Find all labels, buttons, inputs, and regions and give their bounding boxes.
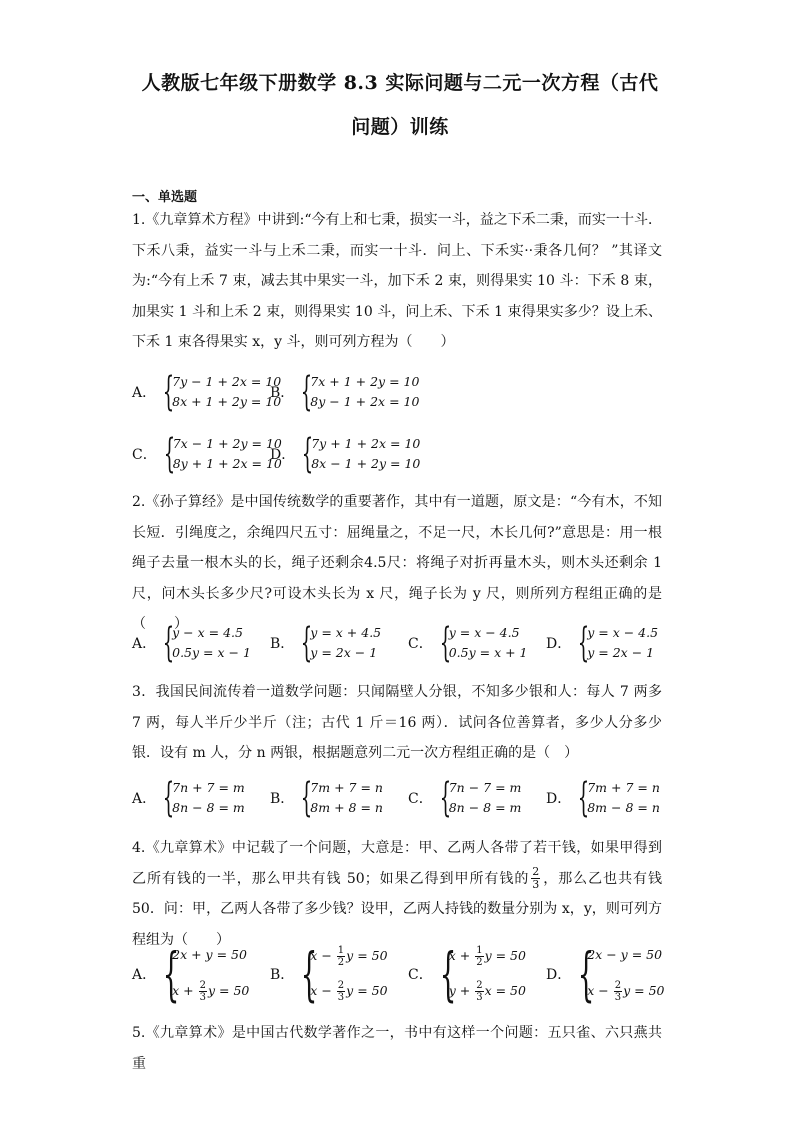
fraction-numerator: 2 <box>476 980 483 991</box>
option-label: C． <box>132 447 157 463</box>
equation: 7n + 7 = m <box>172 780 245 795</box>
question-3-option-d[interactable] <box>546 776 660 820</box>
question-2-option-b[interactable] <box>270 621 381 665</box>
equation: 8x + 1 + 2y = 10 <box>172 394 282 409</box>
option-label: B． <box>270 636 295 652</box>
document-title-line-2: 问题）训练 <box>351 116 449 138</box>
option-label: C． <box>408 967 433 983</box>
brace-icon: { <box>577 620 590 666</box>
brace-icon: { <box>577 775 590 821</box>
equation: 0.5y = x + 1 <box>448 645 528 660</box>
option-label: A． <box>132 967 157 983</box>
brace-icon: { <box>439 775 451 821</box>
fraction <box>475 945 483 968</box>
equation-part: y = 50 <box>346 948 388 963</box>
brace-icon: { <box>162 620 175 666</box>
section-heading: 一、单选题 <box>132 190 198 205</box>
fraction <box>475 980 483 1003</box>
equation-part: x + <box>172 983 198 998</box>
brace-icon: { <box>162 940 180 1008</box>
fraction-numerator: 1 <box>476 945 483 956</box>
brace-icon: { <box>301 940 318 1008</box>
question-4-option-d[interactable] <box>546 940 665 1008</box>
fraction-numerator: 2 <box>337 980 345 991</box>
question-4-option-b[interactable] <box>270 940 388 1008</box>
option-label: D． <box>546 967 572 983</box>
brace-icon: { <box>577 940 595 1008</box>
equation <box>449 980 526 1003</box>
equation-part: y = 50 <box>207 983 250 998</box>
question-2-option-a[interactable] <box>132 621 251 665</box>
question-1-text: 1.《九章算术方程》中讲到:“今有上和七秉，损实一斗，益之下禾二秉，而实一十斗．下禾八秉，益实一斗与上禾二秉，而实一十斗．问上、下禾实··秉各几何？ ”其译文为:“今有上禾 7 束，减去其中果实一斗，加下禾 2 束，则得果实 10 斗：下禾 8 束，加果实 1 斗和上禾 2 束，则得果实 10 斗，问上禾、下禾 1 束得果实多少？设上禾、下禾 1 束各得果实 x，y 斗，则可列方程为（ ） <box>132 212 662 350</box>
question-1-option-d[interactable] <box>270 432 420 476</box>
fraction <box>531 866 540 891</box>
option-label: C． <box>408 791 433 807</box>
equation: y = x − 4.5 <box>587 625 659 640</box>
equation: 8y − 1 + 2x = 10 <box>310 394 420 409</box>
equation: 7x − 1 + 2y = 10 <box>172 436 282 451</box>
question-2-option-c[interactable] <box>408 621 528 665</box>
fraction-numerator: 2 <box>614 980 622 991</box>
question-1-option-c[interactable] <box>132 432 282 476</box>
equation: y = 2x − 1 <box>587 645 655 660</box>
option-label: B． <box>270 791 295 807</box>
question-3-option-a[interactable] <box>132 776 245 820</box>
option-label: B． <box>270 967 295 983</box>
equation-part: x = 50 <box>484 983 526 998</box>
equation-part: y = 50 <box>346 983 388 998</box>
option-label: B． <box>270 385 295 401</box>
brace-icon: { <box>301 369 313 415</box>
option-label: D． <box>546 791 572 807</box>
question-1-option-b[interactable] <box>270 370 419 414</box>
equation: 7m + 7 = n <box>587 780 660 795</box>
question-4-option-a[interactable] <box>132 940 250 1008</box>
equation-part: x − <box>310 983 336 998</box>
fraction-denominator: 3 <box>532 878 540 891</box>
equation: 7n − 7 = m <box>448 780 522 795</box>
equation-part: y + <box>448 983 475 998</box>
fraction <box>199 980 207 1003</box>
equation: y − x = 4.5 <box>172 625 243 640</box>
equation: 8y + 1 + 2x = 10 <box>172 456 282 471</box>
equation-part: 2x − y = 50 <box>587 947 663 962</box>
option-label: A． <box>132 636 157 652</box>
question-3-option-b[interactable] <box>270 776 383 820</box>
question-4-text-part-1: 4.《九章算术》中记载了一个问题，大意是：甲、乙两人各带了若干钱，如果甲得到乙所有钱的一半，那么甲共有钱 50；如果乙得到甲所有钱的 <box>132 840 662 887</box>
fraction-denominator: 3 <box>476 992 483 1003</box>
equation: 0.5y = x − 1 <box>172 645 251 660</box>
fraction-denominator: 2 <box>337 957 345 968</box>
question-3-option-c[interactable] <box>408 776 521 820</box>
brace-icon: { <box>162 369 175 415</box>
equation <box>172 980 249 1003</box>
option-label: A． <box>132 385 157 401</box>
equation: 7y − 1 + 2x = 10 <box>172 374 282 389</box>
fraction-numerator: 2 <box>199 980 206 991</box>
fraction <box>337 980 345 1003</box>
equation-part: x + <box>448 948 475 963</box>
equation: 7y + 1 + 2x = 10 <box>311 436 421 451</box>
question-1-option-a[interactable] <box>132 370 281 414</box>
equation: 8n − 8 = m <box>448 800 522 815</box>
fraction-numerator: 2 <box>532 865 540 878</box>
equation: 8n − 8 = m <box>172 800 245 815</box>
fraction-denominator: 3 <box>614 992 622 1003</box>
equation: 8m + 8 = n <box>310 800 383 815</box>
equation: y = 2x − 1 <box>310 645 378 660</box>
brace-icon: { <box>301 431 314 477</box>
option-label: D． <box>546 636 572 652</box>
brace-icon: { <box>163 431 175 477</box>
equation: 8x − 1 + 2y = 10 <box>311 456 421 471</box>
brace-icon: { <box>301 620 313 666</box>
option-label: D． <box>270 447 296 463</box>
question-2-text: 2.《孙子算经》是中国传统数学的重要著作，其中有一道题，原文是：“今有木，不知长短．引绳度之，余绳四尺五寸：屈绳量之，不足一尺，木长几何?”意思是：用一根绳子去量一根木头的长，绳子还剩余4.5尺：将绳子对折再量木头，则木头还剩余 1 尺，问木头长多少尺?可设木头长为 x 尺，绳子长为 y 尺，则所列方程组正确的是（ ） <box>132 494 662 632</box>
fraction-denominator: 2 <box>476 957 483 968</box>
equation: y = x − 4.5 <box>448 625 520 640</box>
equation-part: y = 50 <box>484 948 526 963</box>
question-3-text: 3．我国民间流传着一道数学问题：只闻隔壁人分银，不知多少银和人：每人 7 两多 7 两，每人半斤少半斤（注；古代 1 斤＝16 两）．试问各位善算者，多少人分多少银．设有 m 人，分 n 两银，根据题意列二元一次方程组正确的是（ ） <box>132 684 662 761</box>
question-4-text-part-2: ，那么乙也共有钱 50．问：甲，乙两人各带了多少钱？设甲，乙两人持钱的数量分别为 x，y，则可列方程组为（ ） <box>132 870 662 948</box>
equation: 8m − 8 = n <box>587 800 660 815</box>
fraction <box>337 945 345 968</box>
equation-part: y = 50 <box>623 983 665 998</box>
equation-part: x − <box>310 948 336 963</box>
option-label: C． <box>408 636 433 652</box>
brace-icon: { <box>439 620 451 666</box>
brace-icon: { <box>439 940 457 1008</box>
brace-icon: { <box>301 775 313 821</box>
equation <box>310 945 387 968</box>
equation <box>172 945 249 965</box>
equation: 7m + 7 = n <box>310 780 383 795</box>
question-4-text <box>132 833 662 955</box>
option-label: A． <box>132 791 157 807</box>
equation <box>449 945 526 968</box>
question-4-option-c[interactable] <box>408 940 526 1008</box>
equation: y = x + 4.5 <box>310 625 382 640</box>
fraction-denominator: 3 <box>199 992 206 1003</box>
document-title-line-1: 人教版七年级下册数学 8.3 实际问题与二元一次方程（古代 <box>141 72 659 94</box>
brace-icon: { <box>162 775 175 821</box>
equation <box>587 980 664 1003</box>
question-2-option-d[interactable] <box>546 621 658 665</box>
equation <box>587 945 664 965</box>
fraction-denominator: 3 <box>337 992 345 1003</box>
equation-part: x − <box>587 983 613 998</box>
equation <box>310 980 387 1003</box>
question-5-text: 5.《九章算术》是中国古代数学著作之一，书中有这样一个问题：五只雀、六只燕共重 <box>132 1025 662 1072</box>
fraction <box>614 980 622 1003</box>
equation: 7x + 1 + 2y = 10 <box>310 374 420 389</box>
fraction-numerator: 1 <box>337 945 345 956</box>
equation-part: 2x + y = 50 <box>172 947 247 962</box>
